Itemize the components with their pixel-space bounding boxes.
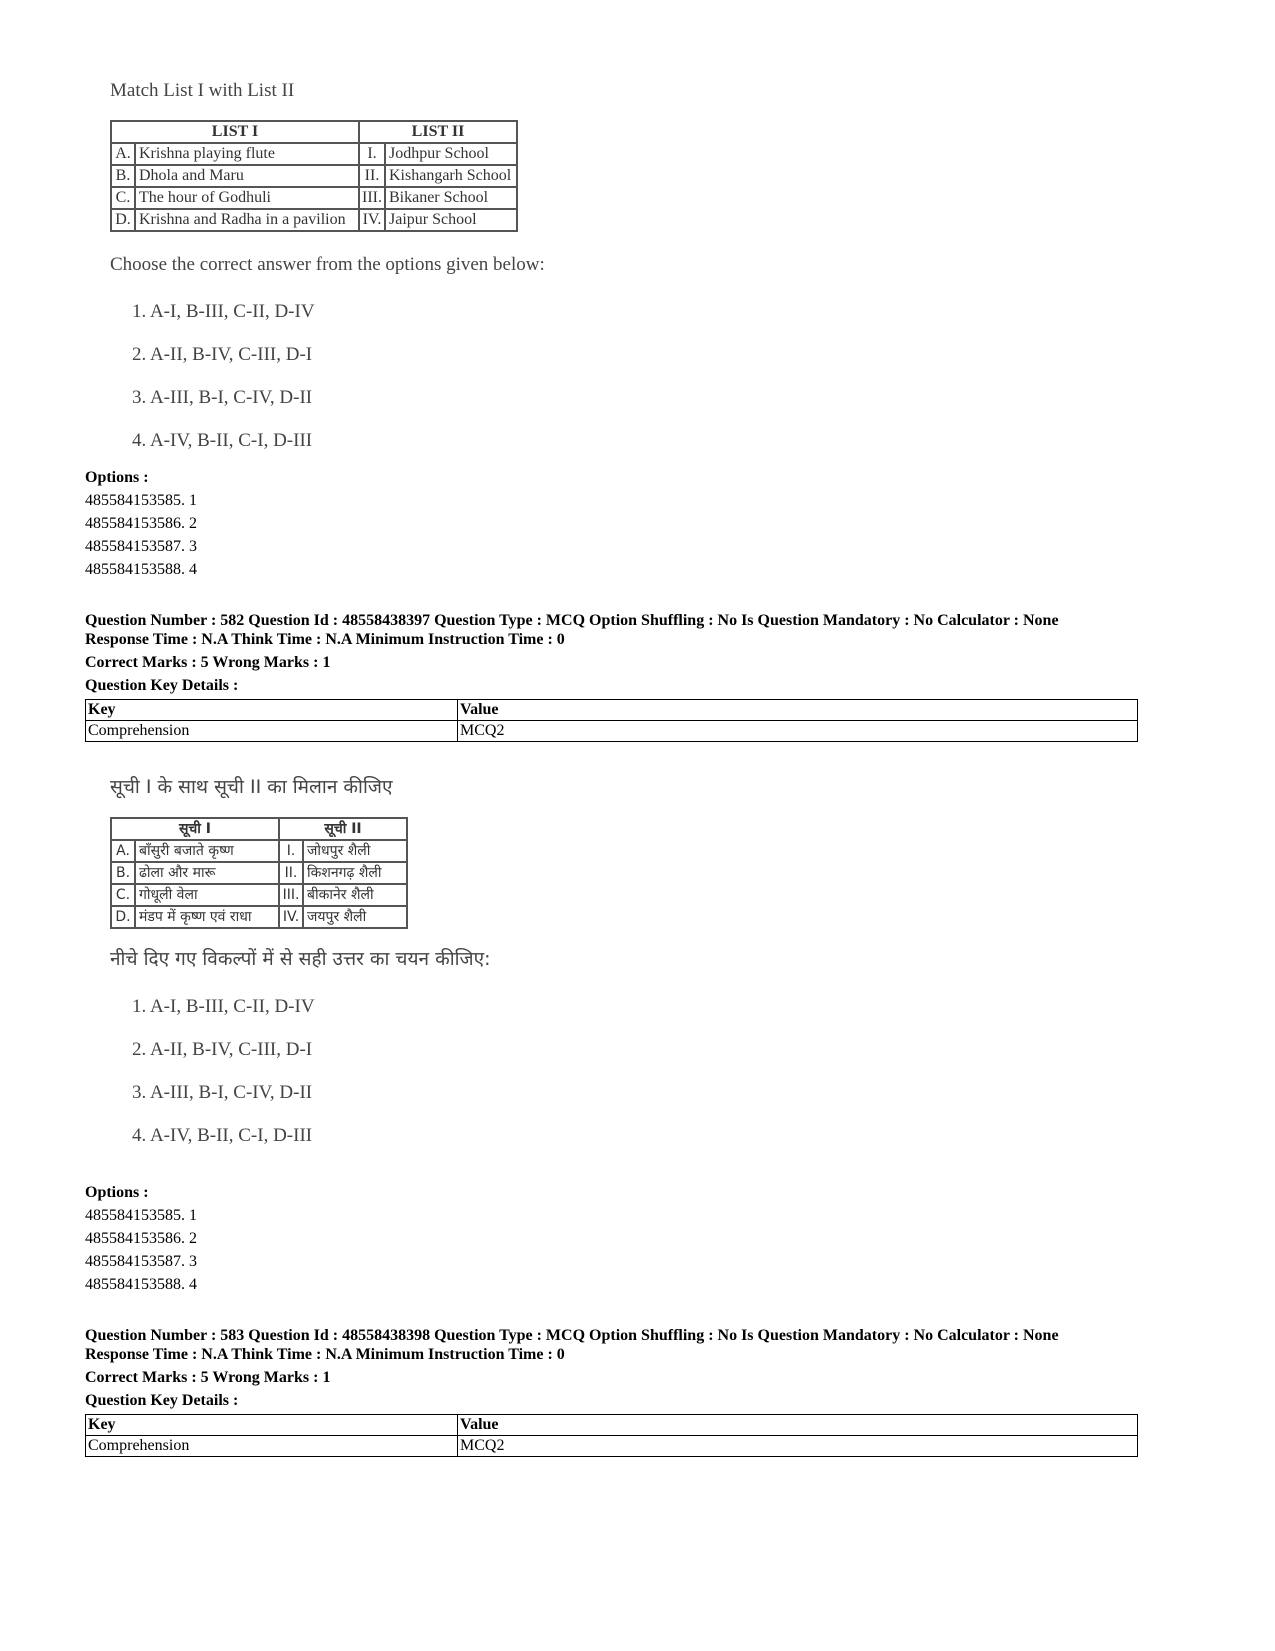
answer-choices xyxy=(110,985,491,1157)
table-row: D. मंडप में कृष्ण एवं राधा IV. जयपुर शैली xyxy=(111,906,407,928)
key-details-label: Question Key Details : xyxy=(85,677,239,694)
question-meta-583 xyxy=(85,1326,1140,1457)
choice-item: 1. A-I, B-III, C-II, D-IV xyxy=(132,301,315,322)
key-value-table: Key Value Comprehension MCQ2 xyxy=(85,1414,1138,1457)
match-table xyxy=(110,120,518,232)
list-2-header: सूची II xyxy=(279,818,407,840)
choice-item: 1. A-I, B-III, C-II, D-IV xyxy=(132,996,315,1017)
question-image-english xyxy=(110,80,545,462)
question-image-hindi xyxy=(110,773,491,1157)
option-item: 485584153588. 4 xyxy=(85,561,197,578)
question-timing-line: Response Time : N.A Think Time : N.A Minimum Instruction Time : 0 xyxy=(85,631,565,648)
marks-line: Correct Marks : 5 Wrong Marks : 1 xyxy=(85,654,331,671)
list-2-header: LIST II xyxy=(359,121,517,143)
choice-item: 4. A-IV, B-II, C-I, D-III xyxy=(132,1125,313,1146)
choice-item: 3. A-III, B-I, C-IV, D-II xyxy=(132,1082,313,1103)
key-details-label: Question Key Details : xyxy=(85,1392,239,1409)
option-item: 485584153585. 1 xyxy=(85,492,197,509)
table-row: A. बाँसुरी बजाते कृष्ण I. जोधपुर शैली xyxy=(111,840,407,862)
question-header-line: Question Number : 583 Question Id : 48558438398 Question Type : MCQ Option Shuffling : No Is Question Mandatory : No Calculator : None xyxy=(85,1327,1059,1344)
table-row: B. ढोला और मारू II. किशनगढ़ शैली xyxy=(111,862,407,884)
choice-item: 2. A-II, B-IV, C-III, D-I xyxy=(132,344,313,365)
question-timing-line: Response Time : N.A Think Time : N.A Minimum Instruction Time : 0 xyxy=(85,1346,565,1363)
question-instruction: सूची I के साथ सूची II का मिलान कीजिए xyxy=(110,776,393,798)
options-label: Options : xyxy=(85,1184,149,1201)
key-value-table: Key Value Comprehension MCQ2 xyxy=(85,699,1138,742)
marks-line: Correct Marks : 5 Wrong Marks : 1 xyxy=(85,1369,331,1386)
choose-instruction: Choose the correct answer from the options given below: xyxy=(110,254,545,275)
options-block xyxy=(85,466,1140,581)
option-item: 485584153587. 3 xyxy=(85,538,197,555)
table-row: D. Krishna and Radha in a pavilion IV. Jaipur School xyxy=(111,209,517,231)
option-item: 485584153586. 2 xyxy=(85,1230,197,1247)
choice-item: 4. A-IV, B-II, C-I, D-III xyxy=(132,430,313,451)
options-label: Options : xyxy=(85,469,149,486)
option-item: 485584153587. 3 xyxy=(85,1253,197,1270)
table-row: B. Dhola and Maru II. Kishangarh School xyxy=(111,165,517,187)
question-instruction: Match List I with List II xyxy=(110,80,295,101)
choose-instruction: नीचे दिए गए विकल्पों में से सही उत्तर का चयन कीजिए: xyxy=(110,948,491,970)
table-row: A. Krishna playing flute I. Jodhpur School xyxy=(111,143,517,165)
question-meta-582 xyxy=(85,611,1140,742)
option-item: 485584153585. 1 xyxy=(85,1207,197,1224)
table-row: C. The hour of Godhuli III. Bikaner School xyxy=(111,187,517,209)
list-1-header: LIST I xyxy=(111,121,359,143)
option-item: 485584153588. 4 xyxy=(85,1276,197,1293)
answer-choices xyxy=(110,290,545,462)
list-1-header: सूची I xyxy=(111,818,279,840)
question-header-line: Question Number : 582 Question Id : 48558438397 Question Type : MCQ Option Shuffling : No Is Question Mandatory : No Calculator : None xyxy=(85,612,1059,629)
choice-item: 2. A-II, B-IV, C-III, D-I xyxy=(132,1039,313,1060)
options-block xyxy=(85,1181,1140,1296)
match-table xyxy=(110,817,408,929)
table-row: C. गोधूली वेला III. बीकानेर शैली xyxy=(111,884,407,906)
option-item: 485584153586. 2 xyxy=(85,515,197,532)
choice-item: 3. A-III, B-I, C-IV, D-II xyxy=(132,387,313,408)
